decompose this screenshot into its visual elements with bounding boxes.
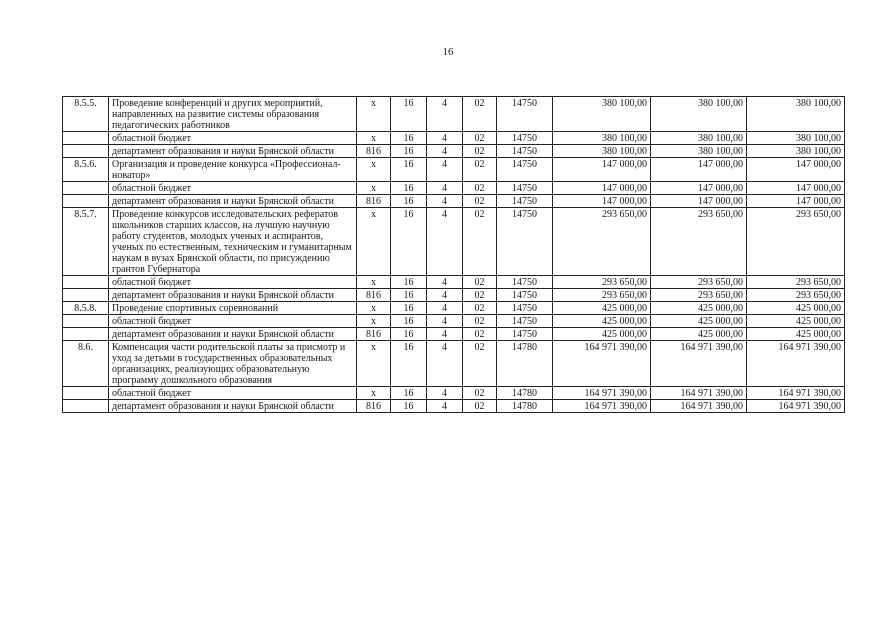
row-code-3: 4 — [427, 400, 463, 413]
row-name: областной бюджет — [109, 315, 357, 328]
row-code-4: 02 — [463, 182, 497, 195]
row-name: областной бюджет — [109, 132, 357, 145]
row-sum-2: 425 000,00 — [651, 328, 747, 341]
budget-table — [62, 96, 845, 413]
row-code-3: 4 — [427, 289, 463, 302]
row-number: 8.5.6. — [63, 158, 109, 182]
row-code-5: 14750 — [497, 315, 553, 328]
row-sum-3: 164 971 390,00 — [747, 400, 845, 413]
row-code-3: 4 — [427, 341, 463, 387]
row-code-1: х — [357, 302, 391, 315]
row-code-2: 16 — [391, 182, 427, 195]
row-code-5: 14750 — [497, 289, 553, 302]
row-name: областной бюджет — [109, 276, 357, 289]
row-name: Компенсация части родительской платы за присмотр и уход за детьми в государственных образовательных организациях, реализующих образовательную программу дошкольного образования — [109, 341, 357, 387]
row-sum-1: 147 000,00 — [553, 158, 651, 182]
row-sum-2: 164 971 390,00 — [651, 387, 747, 400]
row-sum-1: 425 000,00 — [553, 328, 651, 341]
row-code-5: 14780 — [497, 387, 553, 400]
row-name: областной бюджет — [109, 182, 357, 195]
page-number: 16 — [442, 46, 454, 58]
row-sum-3: 164 971 390,00 — [747, 341, 845, 387]
row-code-2: 16 — [391, 208, 427, 276]
row-code-4: 02 — [463, 195, 497, 208]
row-code-2: 16 — [391, 302, 427, 315]
row-code-1: 816 — [357, 400, 391, 413]
row-code-1: 816 — [357, 195, 391, 208]
row-code-3: 4 — [427, 276, 463, 289]
row-code-1: 816 — [357, 289, 391, 302]
row-code-2: 16 — [391, 328, 427, 341]
row-sum-1: 293 650,00 — [553, 289, 651, 302]
row-code-2: 16 — [391, 315, 427, 328]
row-code-4: 02 — [463, 158, 497, 182]
row-sum-1: 293 650,00 — [553, 276, 651, 289]
row-code-5: 14750 — [497, 97, 553, 132]
row-sum-2: 380 100,00 — [651, 145, 747, 158]
row-name: Проведение конференций и других мероприятий, направленных на развитие системы образования педагогических работников — [109, 97, 357, 132]
row-sum-3: 425 000,00 — [747, 302, 845, 315]
row-sum-3: 147 000,00 — [747, 182, 845, 195]
row-sum-1: 147 000,00 — [553, 182, 651, 195]
row-code-5: 14750 — [497, 145, 553, 158]
row-code-4: 02 — [463, 289, 497, 302]
row-code-2: 16 — [391, 276, 427, 289]
row-code-2: 16 — [391, 132, 427, 145]
row-number — [63, 132, 109, 145]
row-sum-2: 425 000,00 — [651, 302, 747, 315]
row-code-4: 02 — [463, 315, 497, 328]
row-code-2: 16 — [391, 158, 427, 182]
row-sum-1: 147 000,00 — [553, 195, 651, 208]
row-code-5: 14750 — [497, 208, 553, 276]
row-number — [63, 195, 109, 208]
table-row — [63, 341, 845, 387]
row-number — [63, 315, 109, 328]
row-code-2: 16 — [391, 400, 427, 413]
row-name: департамент образования и науки Брянской области — [109, 289, 357, 302]
table-row — [63, 328, 845, 341]
row-sum-2: 380 100,00 — [651, 97, 747, 132]
row-sum-2: 380 100,00 — [651, 132, 747, 145]
row-number: 8.5.5. — [63, 97, 109, 132]
row-code-1: х — [357, 341, 391, 387]
row-code-2: 16 — [391, 341, 427, 387]
row-code-4: 02 — [463, 132, 497, 145]
row-name: департамент образования и науки Брянской области — [109, 145, 357, 158]
row-code-4: 02 — [463, 387, 497, 400]
row-code-4: 02 — [463, 97, 497, 132]
table-row — [63, 387, 845, 400]
row-number: 8.5.8. — [63, 302, 109, 315]
row-code-3: 4 — [427, 182, 463, 195]
row-code-1: х — [357, 276, 391, 289]
row-number — [63, 276, 109, 289]
row-number — [63, 289, 109, 302]
row-code-5: 14750 — [497, 182, 553, 195]
row-number: 8.5.7. — [63, 208, 109, 276]
row-code-1: х — [357, 158, 391, 182]
table-row — [63, 132, 845, 145]
row-sum-3: 293 650,00 — [747, 208, 845, 276]
row-code-5: 14750 — [497, 302, 553, 315]
row-number — [63, 387, 109, 400]
row-code-2: 16 — [391, 97, 427, 132]
row-code-1: х — [357, 387, 391, 400]
row-sum-1: 293 650,00 — [553, 208, 651, 276]
row-code-3: 4 — [427, 328, 463, 341]
row-code-4: 02 — [463, 276, 497, 289]
row-code-1: х — [357, 182, 391, 195]
row-code-3: 4 — [427, 158, 463, 182]
row-code-2: 16 — [391, 289, 427, 302]
row-sum-1: 164 971 390,00 — [553, 387, 651, 400]
table-row — [63, 315, 845, 328]
row-code-1: х — [357, 208, 391, 276]
row-code-5: 14780 — [497, 341, 553, 387]
table-row — [63, 182, 845, 195]
row-number — [63, 328, 109, 341]
row-code-3: 4 — [427, 208, 463, 276]
row-sum-2: 147 000,00 — [651, 158, 747, 182]
row-sum-1: 425 000,00 — [553, 315, 651, 328]
row-sum-3: 164 971 390,00 — [747, 387, 845, 400]
table-row — [63, 158, 845, 182]
row-code-4: 02 — [463, 145, 497, 158]
row-sum-2: 164 971 390,00 — [651, 341, 747, 387]
row-sum-3: 380 100,00 — [747, 145, 845, 158]
row-code-1: 816 — [357, 145, 391, 158]
row-name: Проведение спортивных соревнований — [109, 302, 357, 315]
row-sum-3: 425 000,00 — [747, 315, 845, 328]
row-number — [63, 182, 109, 195]
row-sum-3: 380 100,00 — [747, 97, 845, 132]
row-code-2: 16 — [391, 195, 427, 208]
row-sum-2: 293 650,00 — [651, 276, 747, 289]
row-code-5: 14780 — [497, 400, 553, 413]
row-code-5: 14750 — [497, 132, 553, 145]
row-sum-2: 293 650,00 — [651, 208, 747, 276]
row-code-3: 4 — [427, 132, 463, 145]
table-row — [63, 97, 845, 132]
row-sum-2: 164 971 390,00 — [651, 400, 747, 413]
row-code-3: 4 — [427, 387, 463, 400]
row-code-1: 816 — [357, 328, 391, 341]
row-name: департамент образования и науки Брянской области — [109, 328, 357, 341]
row-sum-2: 147 000,00 — [651, 195, 747, 208]
row-sum-2: 425 000,00 — [651, 315, 747, 328]
row-code-2: 16 — [391, 145, 427, 158]
row-code-5: 14750 — [497, 276, 553, 289]
row-sum-1: 380 100,00 — [553, 145, 651, 158]
table-row — [63, 400, 845, 413]
table-row — [63, 145, 845, 158]
row-sum-1: 380 100,00 — [553, 132, 651, 145]
row-sum-3: 147 000,00 — [747, 158, 845, 182]
row-sum-3: 425 000,00 — [747, 328, 845, 341]
row-sum-3: 293 650,00 — [747, 289, 845, 302]
table-row — [63, 208, 845, 276]
row-sum-1: 164 971 390,00 — [553, 341, 651, 387]
row-code-1: х — [357, 132, 391, 145]
row-sum-3: 147 000,00 — [747, 195, 845, 208]
row-code-1: х — [357, 97, 391, 132]
row-code-5: 14750 — [497, 195, 553, 208]
row-sum-2: 293 650,00 — [651, 289, 747, 302]
row-sum-2: 147 000,00 — [651, 182, 747, 195]
row-code-1: х — [357, 315, 391, 328]
row-name: департамент образования и науки Брянской области — [109, 195, 357, 208]
row-number — [63, 400, 109, 413]
row-code-3: 4 — [427, 97, 463, 132]
row-code-4: 02 — [463, 208, 497, 276]
row-code-4: 02 — [463, 302, 497, 315]
row-code-3: 4 — [427, 302, 463, 315]
row-name: департамент образования и науки Брянской области — [109, 400, 357, 413]
row-number: 8.6. — [63, 341, 109, 387]
row-code-3: 4 — [427, 315, 463, 328]
row-code-2: 16 — [391, 387, 427, 400]
row-name: Организация и проведение конкурса «Профессионал-новатор» — [109, 158, 357, 182]
row-sum-1: 425 000,00 — [553, 302, 651, 315]
row-number — [63, 145, 109, 158]
row-code-3: 4 — [427, 145, 463, 158]
table-row — [63, 195, 845, 208]
row-code-3: 4 — [427, 195, 463, 208]
table-row — [63, 289, 845, 302]
row-sum-1: 164 971 390,00 — [553, 400, 651, 413]
row-sum-1: 380 100,00 — [553, 97, 651, 132]
table-row — [63, 302, 845, 315]
row-code-5: 14750 — [497, 328, 553, 341]
row-code-5: 14750 — [497, 158, 553, 182]
row-name: областной бюджет — [109, 387, 357, 400]
row-code-4: 02 — [463, 341, 497, 387]
row-code-4: 02 — [463, 400, 497, 413]
table-row — [63, 276, 845, 289]
row-name: Проведение конкурсов исследовательских рефератов школьников старших классов, на лучшую научную работу студентов, молодых ученых и аспирантов, ученых по естественным, техническим и гуманитарным наукам в вузах Брянской области, по присуждению грантов Губернатора — [109, 208, 357, 276]
row-sum-3: 293 650,00 — [747, 276, 845, 289]
row-sum-3: 380 100,00 — [747, 132, 845, 145]
row-code-4: 02 — [463, 328, 497, 341]
